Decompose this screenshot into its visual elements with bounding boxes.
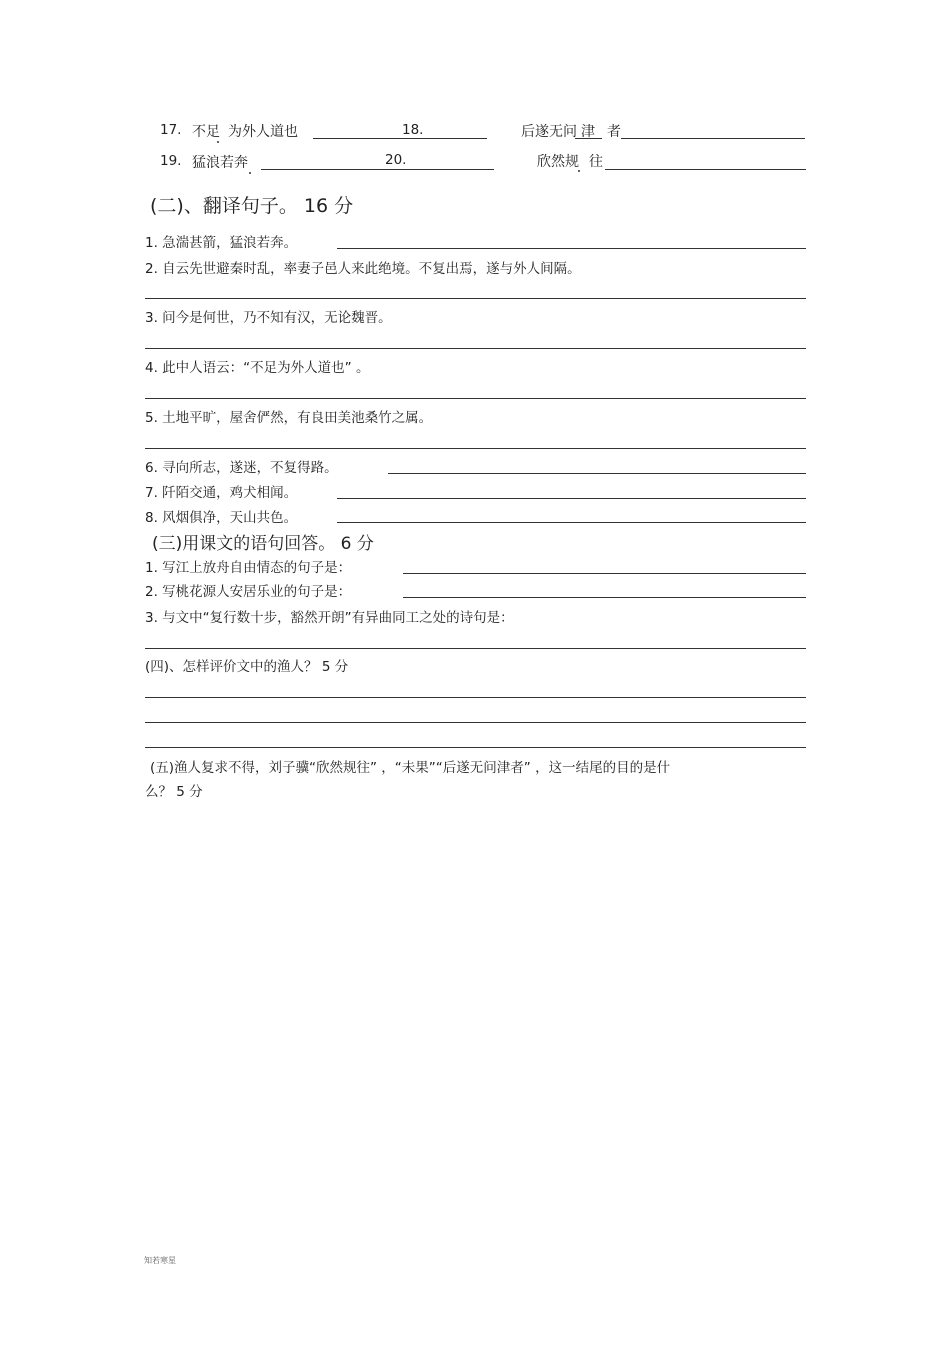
translate-item-5: 5. 土地平旷，屋舍俨然，有良田美池桑竹之属。 [145, 410, 433, 426]
section5-question-line1: (五)渔人复求不得，刘子骥“欣然规往” ，“未果”“后遂无问津者” ，这一结尾的目的是什 [150, 760, 671, 776]
translate-item-6: 6. 寻向所志，遂迷，不复得路。 [145, 460, 338, 476]
section2-heading: (二)、翻译句子。 16 分 [150, 195, 354, 217]
q20-text: 欣然规 [537, 154, 579, 170]
section4-heading: (四)、怎样评价文中的渔人？ 5 分 [145, 659, 349, 675]
translate-item-8: 8. 风烟俱净，天山共色。 [145, 510, 298, 526]
translate-answer-3[interactable] [145, 348, 806, 349]
q19-text: 猛浪若奔 [192, 155, 248, 171]
emphasis-dot [249, 172, 251, 174]
q17-char: 不足 [192, 124, 220, 140]
translate-answer-8[interactable] [337, 522, 806, 523]
translate-item-3: 3. 问今是何世，乃不知有汉，无论魏晋。 [145, 310, 392, 326]
translate-answer-7[interactable] [337, 498, 806, 499]
translate-item-1: 1. 急湍甚箭，猛浪若奔。 [145, 235, 298, 251]
q20-char: 往 [589, 154, 603, 170]
quote-item-3: 3. 与文中“复行数十步，豁然开朗”有异曲同工之处的诗句是： [145, 610, 514, 626]
footer-text: 知若寒星 [144, 1256, 176, 1265]
q18-char: 津 [581, 124, 595, 140]
translate-item-2: 2. 自云先世避秦时乱，率妻子邑人来此绝境。不复出焉，遂与外人间隔。 [145, 261, 581, 277]
q18-char-underline [575, 138, 602, 139]
quote-answer-1[interactable] [403, 573, 806, 574]
translate-answer-4[interactable] [145, 398, 806, 399]
q19-number: 19. [160, 153, 182, 169]
translate-answer-5[interactable] [145, 448, 806, 449]
section5-question-line2: 么？ 5 分 [145, 784, 203, 800]
translate-item-4: 4. 此中人语云：“不足为外人道也” 。 [145, 360, 370, 376]
translate-item-7: 7. 阡陌交通，鸡犬相闻。 [145, 485, 298, 501]
q20-number: 20. [385, 152, 407, 168]
q19-answer-line[interactable] [261, 169, 494, 170]
emphasis-dot [217, 141, 219, 143]
q18-answer-line[interactable] [621, 138, 805, 139]
q17-answer-line[interactable] [313, 138, 487, 139]
evaluate-answer-line-1[interactable] [145, 697, 806, 698]
q20-answer-line[interactable] [605, 169, 806, 170]
q18-number: 18. [402, 122, 424, 138]
quote-item-2: 2. 写桃花源人安居乐业的句子是： [145, 584, 352, 600]
translate-answer-6[interactable] [388, 473, 806, 474]
quote-answer-3[interactable] [145, 648, 806, 649]
translate-answer-1[interactable] [337, 248, 806, 249]
q17-text: 为外人道也 [228, 124, 298, 140]
q18-text: 后遂无问 [521, 124, 577, 140]
section3-heading: (三)用课文的语句回答。 6 分 [152, 534, 374, 554]
quote-answer-2[interactable] [403, 597, 806, 598]
q18-text-end: 者 [607, 124, 621, 140]
evaluate-answer-line-2[interactable] [145, 722, 806, 723]
emphasis-dot [578, 170, 580, 172]
evaluate-answer-line-3[interactable] [145, 747, 806, 748]
quote-item-1: 1. 写江上放舟自由情态的句子是： [145, 560, 352, 576]
q17-number: 17. [160, 122, 182, 138]
translate-answer-2[interactable] [145, 298, 806, 299]
